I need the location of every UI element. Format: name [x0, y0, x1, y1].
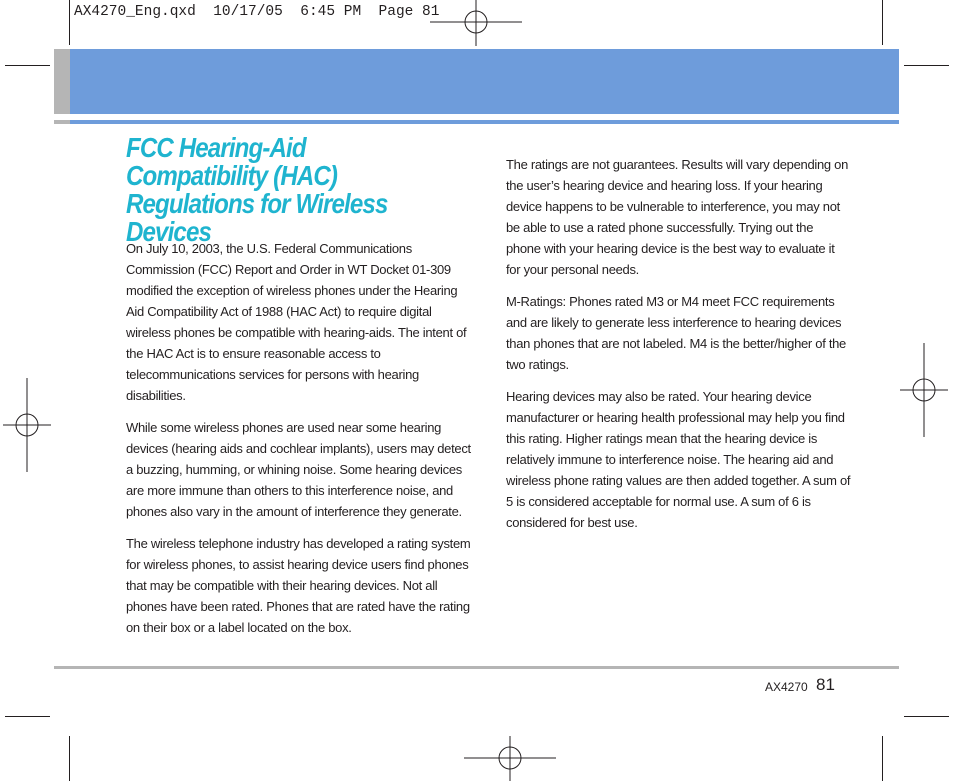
- crop-mark-icon: [5, 716, 50, 717]
- footer-model-name: AX4270: [765, 680, 808, 694]
- crop-mark-icon: [69, 736, 70, 781]
- paragraph: The wireless telephone industry has developed a rating system for wireless phones, to assist hearing device users find phones that may be compatible with their hearing devices. Not all phones have been rated. Phones that are rated have the rating on their box or a label located on the box.: [126, 536, 471, 635]
- paragraph: While some wireless phones are used near some hearing devices (hearing aids and cochlear implants), users may detect a buzzing, humming, or whining noise. Some hearing devices are more immune than others to this interference noise, and phones also vary in the amount of interference they generate.: [126, 420, 471, 519]
- header-blue-rule: [70, 120, 899, 124]
- paragraph: The ratings are not guarantees. Results will vary depending on the user’s hearing device and hearing loss. If your hearing device happens to be vulnerable to interference, you may not be able to use a rated phone successfully. Trying out the phone with your hearing device is the best way to evaluate it for your personal needs.: [506, 157, 848, 277]
- crop-mark-icon: [904, 716, 949, 717]
- header-gray-block: [54, 49, 70, 114]
- paragraph: Hearing devices may also be rated. Your hearing device manufacturer or hearing health professional may help you find this rating. Higher ratings mean that the hearing device is relatively immune to interference noise. The hearing aid and wireless phone rating values are then added together. A sum of 5 is considered acceptable for normal use. A sum of 6 is considered for best use.: [506, 389, 851, 530]
- registration-mark-icon: [3, 378, 51, 472]
- footer-rule: [54, 666, 899, 669]
- header-gray-rule: [54, 120, 70, 124]
- right-column: [506, 154, 851, 544]
- crop-mark-icon: [904, 65, 949, 66]
- page-title: FCC Hearing-Aid Compatibility (HAC) Regulations for Wireless Devices: [126, 132, 388, 247]
- left-column: [126, 238, 471, 649]
- crop-mark-icon: [5, 65, 50, 66]
- crop-mark-icon: [882, 736, 883, 781]
- registration-mark-icon: [464, 736, 556, 781]
- page-number: 81: [816, 675, 835, 694]
- crop-mark-icon: [882, 0, 883, 45]
- header-blue-bar: [70, 49, 899, 114]
- paragraph: M-Ratings: Phones rated M3 or M4 meet FCC requirements and are likely to generate less interference to hearing devices than phones that are not labeled. M4 is the better/higher of the two ratings.: [506, 294, 846, 372]
- registration-mark-icon: [900, 343, 948, 437]
- printer-slug: AX4270_Eng.qxd 10/17/05 6:45 PM Page 81: [74, 4, 440, 20]
- crop-mark-icon: [69, 0, 70, 45]
- paragraph: On July 10, 2003, the U.S. Federal Communications Commission (FCC) Report and Order in WT Docket 01-309 modified the exception of wireless phones under the Hearing Aid Compatibility Act of 1988 (HAC Act) to require digital wireless phones be compatible with hearing-aids. The intent of the HAC Act is to ensure reasonable access to telecommunications services for persons with hearing disabilities.: [126, 241, 467, 403]
- registration-mark-icon: [430, 0, 522, 46]
